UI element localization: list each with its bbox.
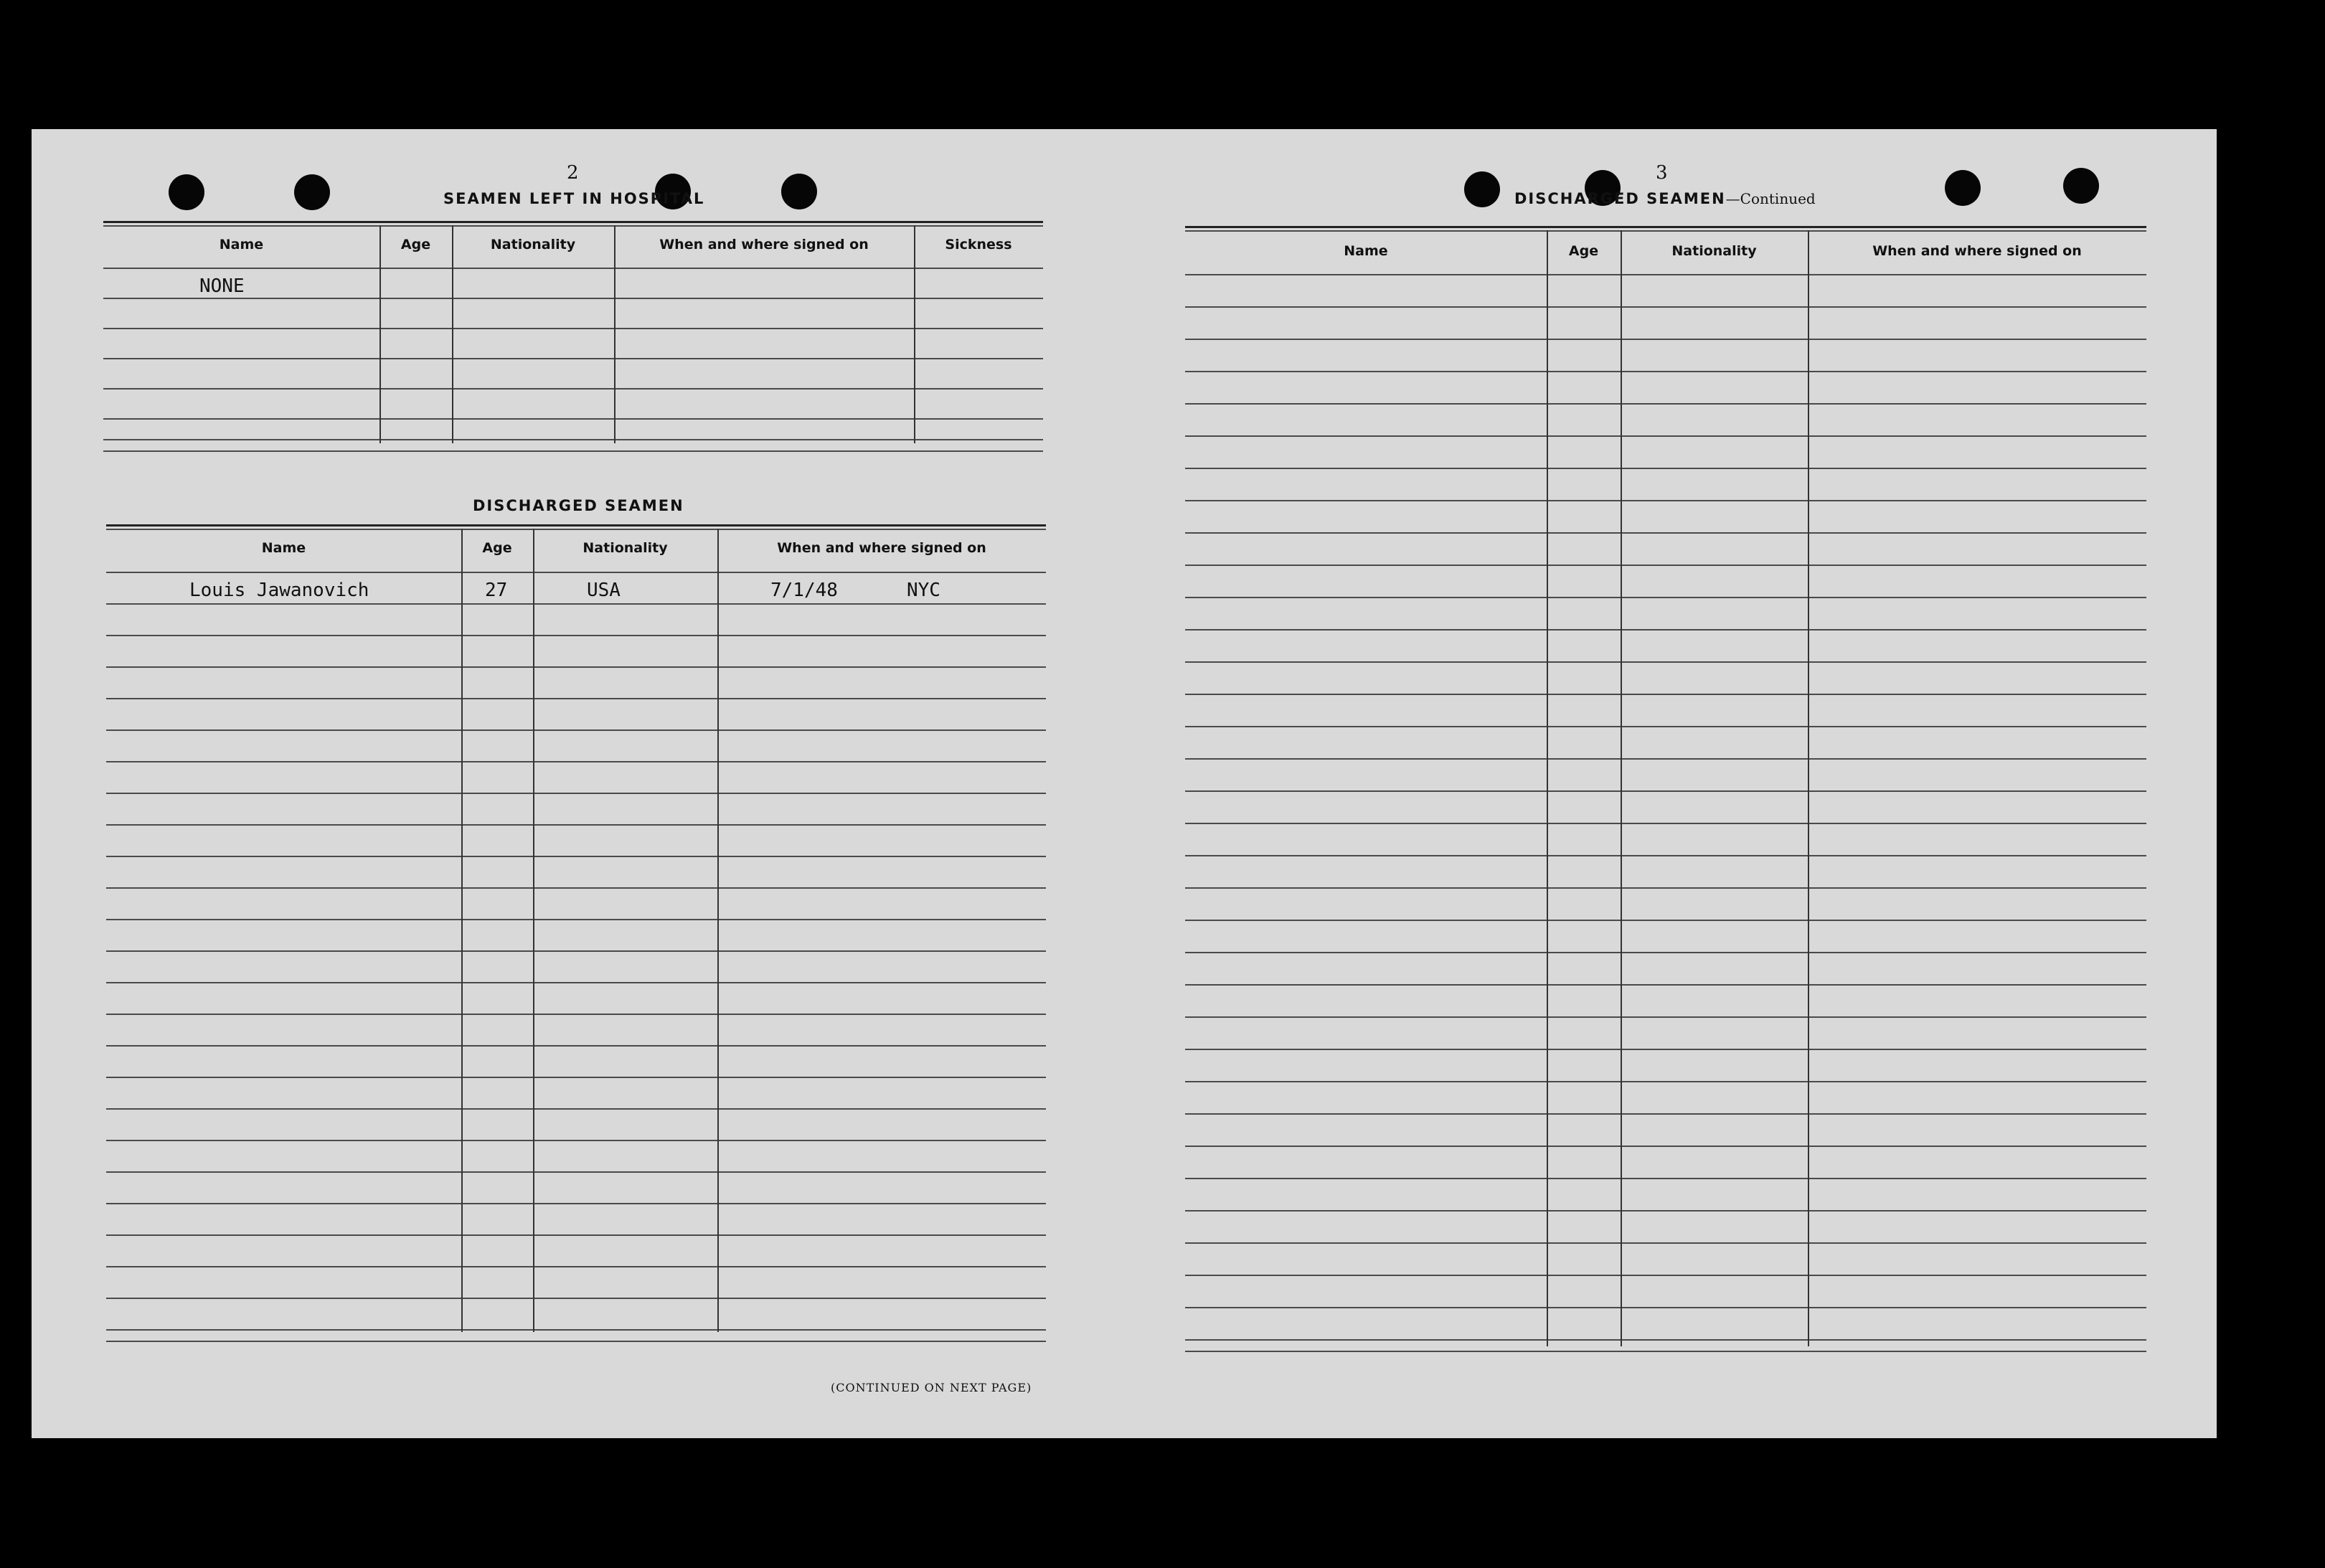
table-rule [106,729,1046,731]
table-rule [1185,790,2146,792]
table-rule [1185,306,2146,308]
column-header-sickness: Sickness [945,237,1012,252]
table-rule [1185,403,2146,405]
punch-hole [781,174,817,209]
table-rule [106,887,1046,889]
table-rule [106,1329,1046,1331]
table-rule [1185,1146,2146,1147]
column-header-nationality: Nationality [583,540,668,556]
column-header-age: Age [1568,243,1599,259]
table-rule [106,793,1046,794]
title-suffix: —Continued [1725,190,1816,207]
table-rule [1185,984,2146,986]
column-header-name: Name [1344,243,1388,259]
table-rule [106,698,1046,699]
table-rule [1185,1081,2146,1082]
punch-hole [169,174,204,210]
column-header-signed-on: When and where signed on [659,237,869,252]
table-rule [1185,468,2146,469]
table-rule [106,1014,1046,1015]
table-rule [106,982,1046,983]
table-rule [1185,1242,2146,1244]
section-title-discharged-continued [1514,190,1816,207]
table-rule [1185,435,2146,437]
table-rule [106,919,1046,920]
table-rule [1185,694,2146,695]
table-rule [103,418,1043,420]
table-rule [106,529,1046,530]
column-header-age: Age [400,237,431,252]
page-number: 3 [1656,162,1668,184]
table-rule [106,1341,1046,1342]
table-cell-age: 27 [485,580,508,601]
table-rule [103,388,1043,389]
table-rule [1185,887,2146,889]
table-rule [1185,661,2146,663]
table-rule [1185,339,2146,340]
table-rule [106,1140,1046,1141]
discharged-table [106,524,1046,1385]
table-rule [1185,1275,2146,1276]
column-header-signed-on: When and where signed on [777,540,986,556]
table-rule [106,1203,1046,1204]
table-rule [106,824,1046,826]
table-rule [106,1298,1046,1299]
table-rule [1185,371,2146,372]
column-header-age: Age [482,540,512,556]
table-cell-nationality: USA [587,580,621,601]
page-number: 2 [567,162,579,184]
punch-hole [294,174,330,210]
table-rule [1185,1049,2146,1050]
table-rule [103,268,1043,269]
hospital-table [103,221,1043,376]
table-rule [106,1108,1046,1110]
column-divider [614,225,616,443]
continued-note: (CONTINUED ON NEXT PAGE) [831,1381,1032,1394]
table-rule [1185,952,2146,953]
table-rule [1185,1210,2146,1212]
table-rule [103,439,1043,440]
table-rule [103,450,1043,452]
table-rule [106,603,1046,605]
table-rule [1185,597,2146,598]
column-divider [461,529,463,1332]
section-title-hospital: SEAMEN LEFT IN HOSPITAL [443,190,705,207]
table-rule [106,950,1046,952]
table-cell-name: Louis Jawanovich [189,580,369,601]
column-divider [1621,230,1622,1346]
column-divider [914,225,915,443]
table-rule [1185,726,2146,727]
table-cell-date: 7/1/48 [770,580,838,601]
section-title-discharged: DISCHARGED SEAMEN [473,497,684,514]
table-rule [103,298,1043,299]
column-header-name: Name [261,540,306,556]
table-rule [106,856,1046,857]
table-rule [1185,920,2146,921]
column-header-nationality: Nationality [1671,243,1757,259]
column-header-signed-on: When and where signed on [1872,243,2082,259]
table-cell-name: NONE [199,275,245,297]
table-rule [106,761,1046,762]
table-rule [106,1045,1046,1047]
column-divider [717,529,719,1332]
column-header-nationality: Nationality [490,237,576,252]
table-rule [1185,855,2146,856]
table-rule [1185,1307,2146,1308]
table-rule [106,635,1046,636]
table-rule [103,225,1043,227]
table-rule [103,358,1043,359]
column-header-name: Name [219,237,264,252]
table-rule [1185,565,2146,566]
title-text: DISCHARGED SEAMEN [1514,190,1726,207]
column-divider [452,225,453,443]
column-divider [1808,230,1809,1346]
document-sheet [32,129,2217,1438]
table-rule [1185,1351,2146,1352]
table-rule [1185,532,2146,534]
punch-hole [1945,170,1981,206]
table-rule [1185,1016,2146,1018]
punch-hole [2063,168,2099,204]
table-rule [1185,500,2146,501]
table-rule [106,1234,1046,1236]
table-rule [1185,274,2146,275]
table-rule [1185,758,2146,760]
table-rule [1185,230,2146,232]
discharged-continued-table [1185,226,2146,1377]
table-rule [106,1077,1046,1078]
table-cell-place: NYC [907,580,940,601]
column-divider [379,225,381,443]
table-rule [1185,823,2146,824]
table-rule [106,1171,1046,1173]
column-divider [1547,230,1548,1346]
table-rule [1185,629,2146,630]
table-rule [1185,1178,2146,1179]
table-rule [106,572,1046,573]
table-rule [1185,1339,2146,1341]
punch-hole [1464,171,1500,207]
table-rule [1185,226,2146,228]
table-rule [103,221,1043,223]
table-rule [1185,1113,2146,1115]
table-rule [106,1266,1046,1267]
table-rule [106,524,1046,526]
column-divider [533,529,534,1332]
table-rule [103,328,1043,329]
table-rule [106,666,1046,668]
